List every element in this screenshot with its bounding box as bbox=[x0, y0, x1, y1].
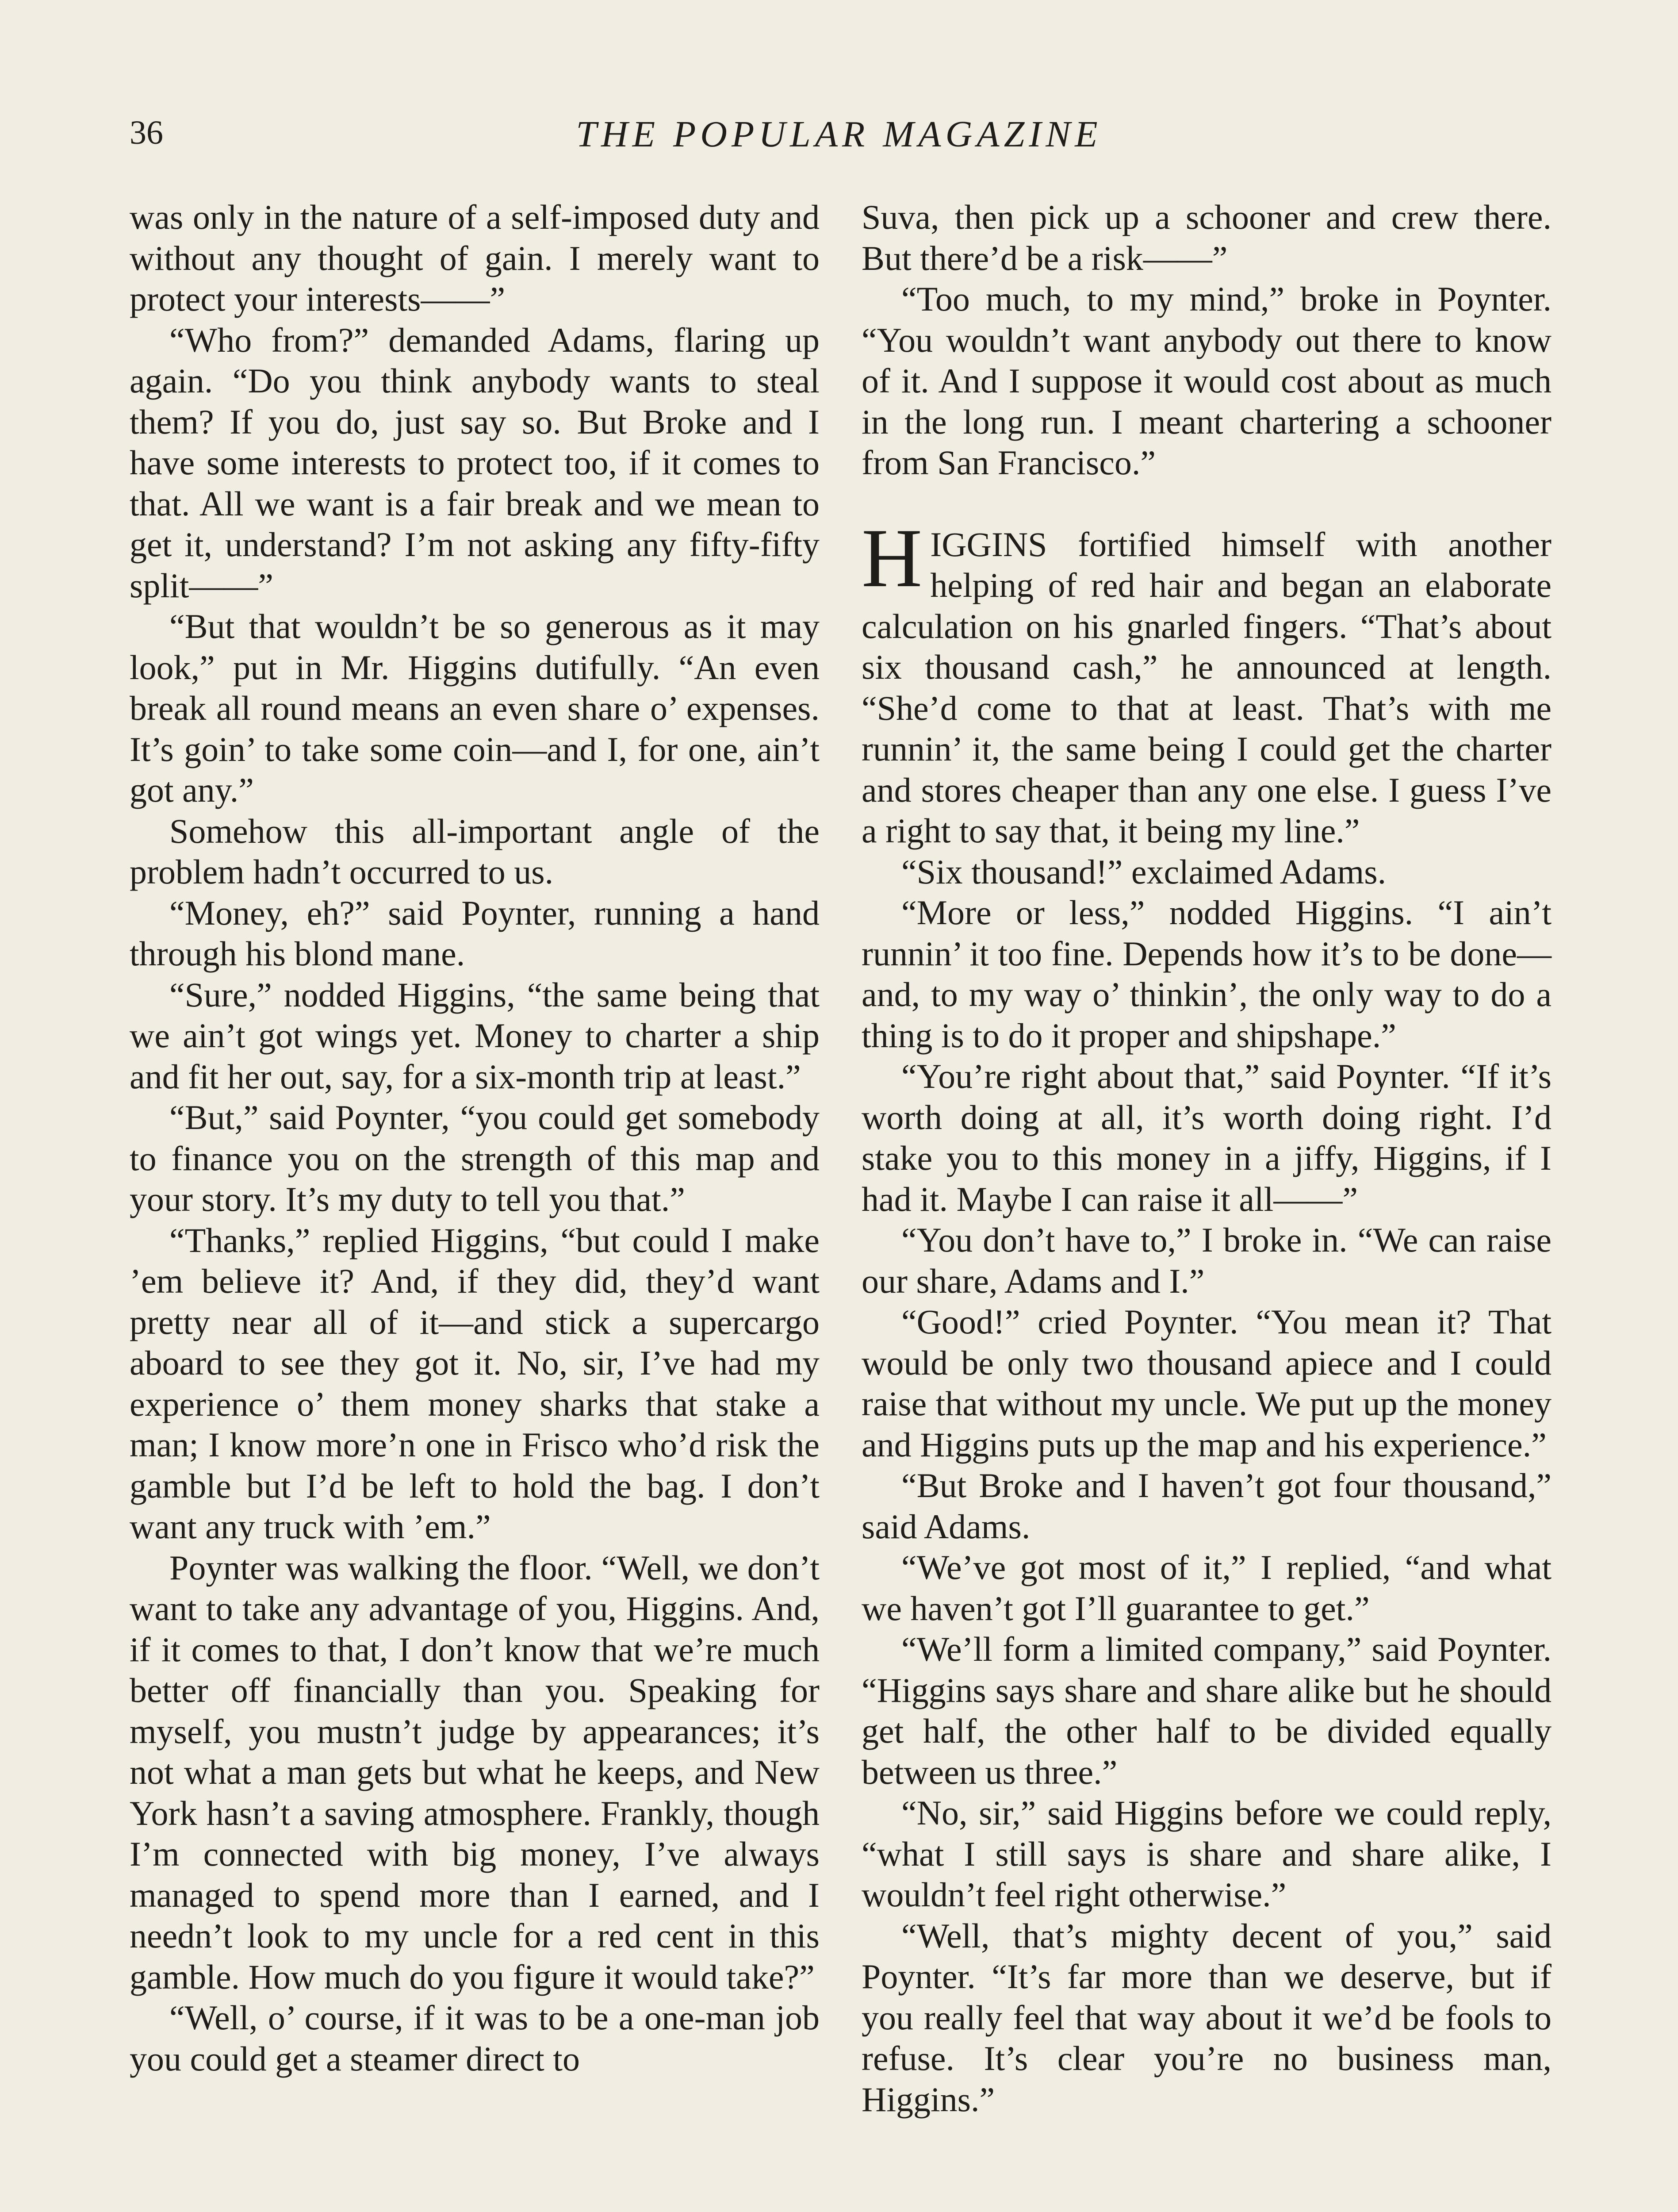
paragraph: “Six thousand!” exclaimed Adams. bbox=[901, 852, 1387, 891]
paragraph: “You don’t have to,” I broke in. “We can raise our share, Adams and I.” bbox=[862, 1221, 1552, 1300]
paragraph: “But Broke and I haven’t got four thousand,” said Adams. bbox=[862, 1466, 1552, 1546]
left-column bbox=[130, 197, 820, 2079]
paragraph: “Too much, to my mind,” broke in Poynter. “You wouldn’t want anybody out there to know of it. And I suppose it would cost about as much in the long run. I meant chartering a schooner from San Francisco.” bbox=[862, 280, 1552, 482]
drop-cap: H bbox=[862, 511, 923, 605]
paragraph: “No, sir,” said Higgins before we could reply, “what I still says is share and share alike, I wouldn’t feel right otherwise.” bbox=[862, 1793, 1552, 1914]
paragraph: “But that wouldn’t be so generous as it may look,” put in Mr. Higgins dutifully. “An even break all round means an even share o’ expenses. It’s goin’ to take some coin—and I, for one, ain’t got any.” bbox=[130, 607, 820, 809]
paragraph: was only in the nature of a self-imposed duty and without any thought of gain. I merely want to protect your interests——” bbox=[130, 198, 820, 318]
paragraph: “You’re right about that,” said Poynter. “If it’s worth doing at all, it’s worth doing right. I’d stake you to this money in a jiffy, Higgins, if I had it. Maybe I can raise it all——” bbox=[862, 1057, 1552, 1218]
paragraph: “Sure,” nodded Higgins, “the same being that we ain’t got wings yet. Money to charter a ship and fit her out, say, for a six-month trip at least.” bbox=[130, 975, 820, 1096]
paragraph: “Thanks,” replied Higgins, “but could I make ’em believe it? And, if they did, they’d want pretty near all of it—and stick a supercargo aboard to see they got it. No, sir, I’ve had my experience o’ them money sharks that stake a man; I know more’n one in Frisco who’d risk the gamble but I’d be left to hold the bag. I don’t want any truck with ’em.” bbox=[130, 1221, 820, 1546]
paragraph: “Who from?” demanded Adams, flaring up again. “Do you think anybody wants to steal them? If you do, just say so. But Broke and I have some interests to protect too, if it comes to that. All we want is a fair break and we mean to get it, understand? I’m not asking any fifty-fifty split——” bbox=[130, 320, 820, 605]
section-opening-paragraph bbox=[862, 511, 1552, 852]
paragraph: “Well, that’s mighty decent of you,” said Poynter. “It’s far more than we deserve, but if you really feel that way about it we’d be fools to refuse. It’s clear you’re no business man, Higgins.” bbox=[862, 1916, 1552, 2119]
section-opening-text: IGGINS fortified himself with another helping of red hair and began an elaborate calculation on his gnarled fingers. “That’s about six thousand cash,” he announced at length. “She’d come to that at least. That’s with me runnin’ it, the same being I could get the charter and stores cheaper than any one else. I guess I’ve a right to say that, it being my line.” bbox=[862, 525, 1552, 850]
paragraph: “But,” said Poynter, “you could get somebody to finance you on the strength of this map and your story. It’s my duty to tell you that.” bbox=[130, 1098, 820, 1218]
paragraph: “Good!” cried Poynter. “You mean it? That would be only two thousand apiece and I could raise that without my uncle. We put up the money and Higgins puts up the map and his experience.” bbox=[862, 1302, 1552, 1464]
paragraph: “We’ll form a limited company,” said Poynter. “Higgins says share and share alike but he should get half, the other half to be divided equally between us three.” bbox=[862, 1630, 1552, 1791]
paragraph: “Well, o’ course, if it was to be a one-man job you could get a steamer direct to bbox=[130, 1998, 820, 2078]
running-head: THE POPULAR MAGAZINE bbox=[576, 114, 1102, 155]
page-number: 36 bbox=[130, 114, 163, 151]
paragraph: “Money, eh?” said Poynter, running a hand through his blond mane. bbox=[130, 893, 820, 973]
paragraph: “We’ve got most of it,” I replied, “and what we haven’t got I’ll guarantee to get.” bbox=[862, 1548, 1552, 1628]
paragraph: Poynter was walking the floor. “Well, we don’t want to take any advantage of you, Higgins. And, if it comes to that, I don’t know that we’re much better off financially than you. Speaking for myself, you mustn’t judge by appearances; it’s not what a man gets but what he keeps, and New York hasn’t a saving atmosphere. Frankly, though I’m connected with big money, I’ve always managed to spend more than I earned, and I needn’t look to my uncle for a red cent in this gamble. How much do you figure it would take?” bbox=[130, 1548, 820, 1996]
paragraph: Somehow this all-important angle of the problem hadn’t occurred to us. bbox=[130, 811, 820, 891]
paragraph: Suva, then pick up a schooner and crew there. But there’d be a risk——” bbox=[862, 198, 1552, 277]
paragraph: “More or less,” nodded Higgins. “I ain’t runnin’ it too fine. Depends how it’s to be done—and, to my way o’ thinkin’, the only way to do a thing is to do it proper and shipshape.” bbox=[862, 893, 1552, 1055]
right-column bbox=[862, 197, 1552, 2120]
